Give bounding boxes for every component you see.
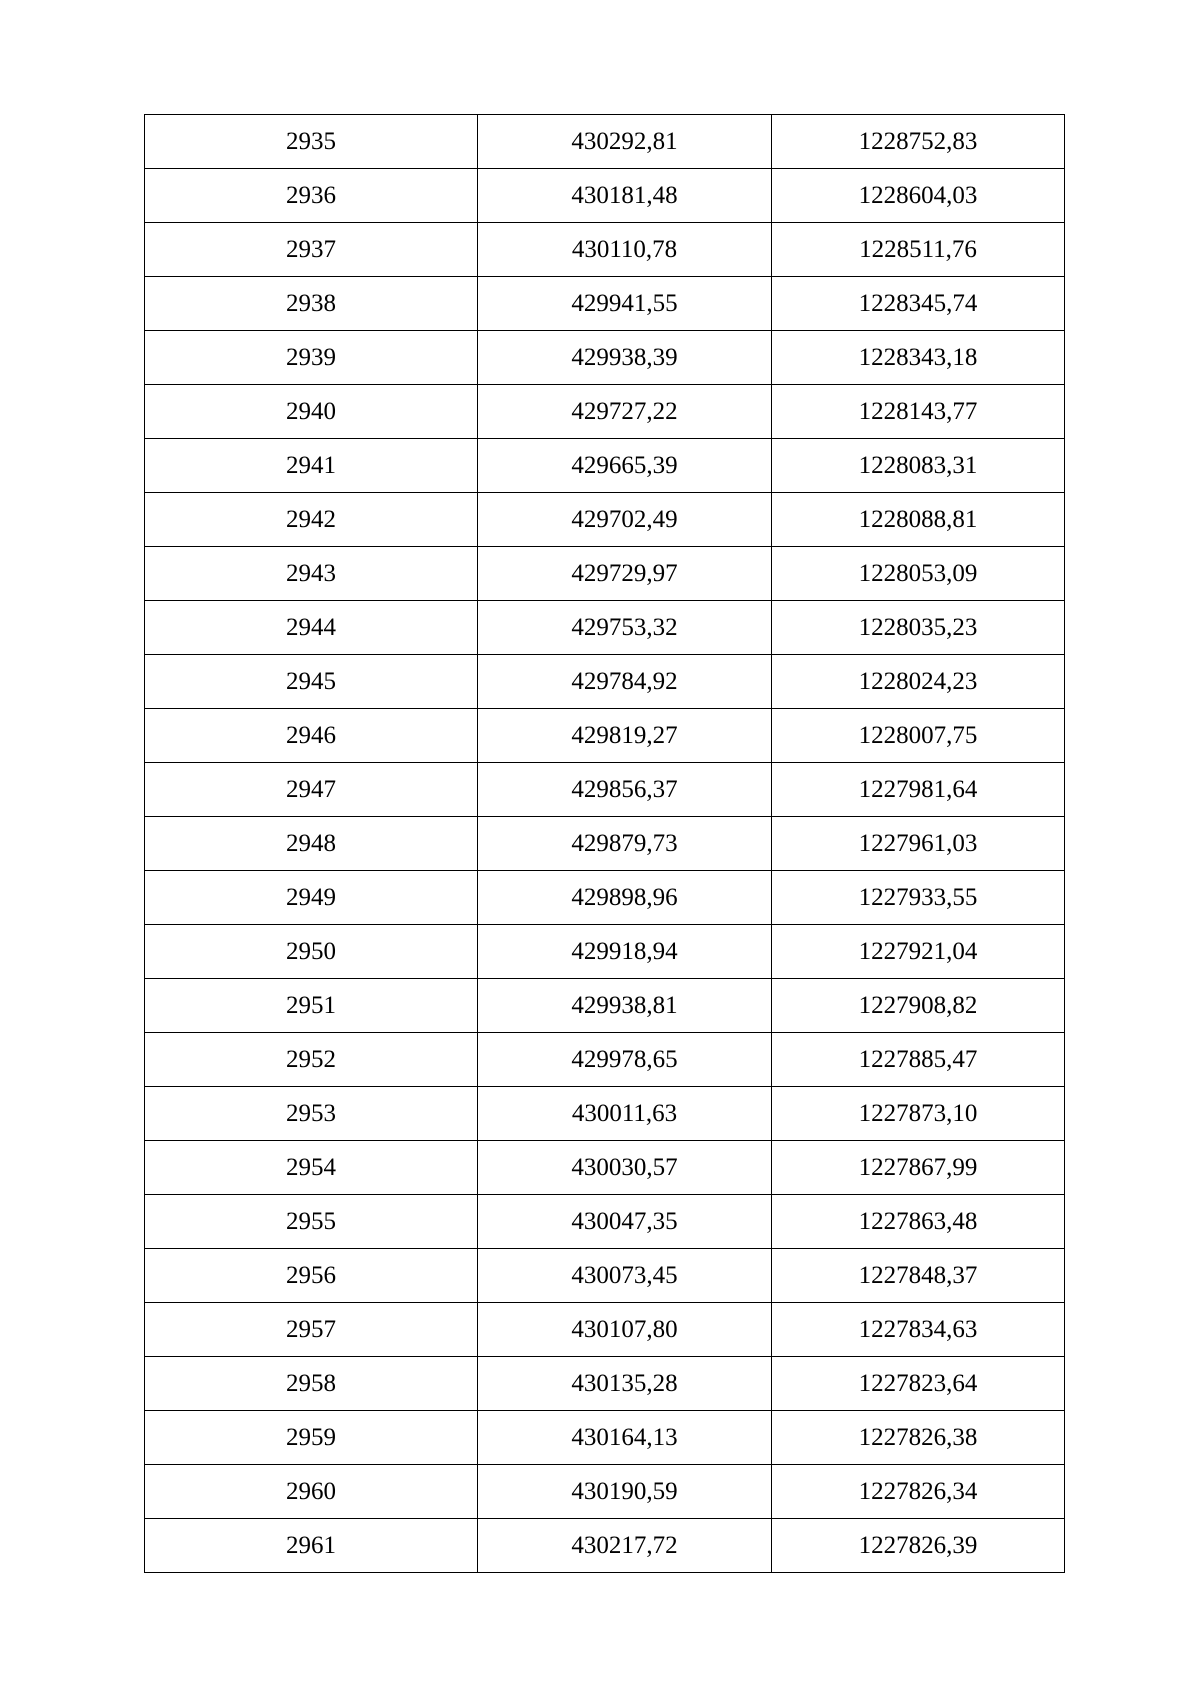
y-coordinate-cell: 1227867,99	[772, 1141, 1065, 1195]
point-number-cell: 2952	[145, 1033, 478, 1087]
x-coordinate-cell: 430217,72	[478, 1519, 772, 1573]
x-coordinate-cell: 430107,80	[478, 1303, 772, 1357]
y-coordinate-cell: 1227921,04	[772, 925, 1065, 979]
point-number-cell: 2943	[145, 547, 478, 601]
point-number-cell: 2938	[145, 277, 478, 331]
x-coordinate-cell: 429938,81	[478, 979, 772, 1033]
table-row	[145, 385, 1065, 439]
table-row	[145, 1519, 1065, 1573]
table-row	[145, 1195, 1065, 1249]
table-row	[145, 1357, 1065, 1411]
y-coordinate-cell: 1227863,48	[772, 1195, 1065, 1249]
table-row	[145, 709, 1065, 763]
table-row	[145, 169, 1065, 223]
x-coordinate-cell: 429941,55	[478, 277, 772, 331]
table-row	[145, 655, 1065, 709]
point-number-cell: 2948	[145, 817, 478, 871]
x-coordinate-cell: 429727,22	[478, 385, 772, 439]
x-coordinate-cell: 430181,48	[478, 169, 772, 223]
x-coordinate-cell: 429898,96	[478, 871, 772, 925]
point-number-cell: 2959	[145, 1411, 478, 1465]
point-number-cell: 2937	[145, 223, 478, 277]
point-number-cell: 2961	[145, 1519, 478, 1573]
y-coordinate-cell: 1227885,47	[772, 1033, 1065, 1087]
table-row	[145, 331, 1065, 385]
point-number-cell: 2949	[145, 871, 478, 925]
table-row	[145, 763, 1065, 817]
table-row	[145, 1465, 1065, 1519]
point-number-cell: 2951	[145, 979, 478, 1033]
table-row	[145, 1249, 1065, 1303]
point-number-cell: 2950	[145, 925, 478, 979]
point-number-cell: 2958	[145, 1357, 478, 1411]
x-coordinate-cell: 430011,63	[478, 1087, 772, 1141]
coordinates-table-body	[145, 115, 1065, 1573]
y-coordinate-cell: 1228752,83	[772, 115, 1065, 169]
point-number-cell: 2957	[145, 1303, 478, 1357]
table-row	[145, 1087, 1065, 1141]
point-number-cell: 2942	[145, 493, 478, 547]
x-coordinate-cell: 430030,57	[478, 1141, 772, 1195]
y-coordinate-cell: 1227826,39	[772, 1519, 1065, 1573]
table-row	[145, 439, 1065, 493]
coordinates-table	[144, 114, 1065, 1573]
point-number-cell: 2960	[145, 1465, 478, 1519]
point-number-cell: 2945	[145, 655, 478, 709]
table-row	[145, 115, 1065, 169]
x-coordinate-cell: 429702,49	[478, 493, 772, 547]
point-number-cell: 2956	[145, 1249, 478, 1303]
point-number-cell: 2935	[145, 115, 478, 169]
y-coordinate-cell: 1228053,09	[772, 547, 1065, 601]
y-coordinate-cell: 1228345,74	[772, 277, 1065, 331]
table-row	[145, 979, 1065, 1033]
y-coordinate-cell: 1227908,82	[772, 979, 1065, 1033]
table-row	[145, 1411, 1065, 1465]
table-row	[145, 1141, 1065, 1195]
y-coordinate-cell: 1227823,64	[772, 1357, 1065, 1411]
y-coordinate-cell: 1227834,63	[772, 1303, 1065, 1357]
y-coordinate-cell: 1227848,37	[772, 1249, 1065, 1303]
table-row	[145, 493, 1065, 547]
point-number-cell: 2939	[145, 331, 478, 385]
point-number-cell: 2954	[145, 1141, 478, 1195]
table-row	[145, 817, 1065, 871]
y-coordinate-cell: 1228035,23	[772, 601, 1065, 655]
y-coordinate-cell: 1228604,03	[772, 169, 1065, 223]
point-number-cell: 2936	[145, 169, 478, 223]
x-coordinate-cell: 429784,92	[478, 655, 772, 709]
x-coordinate-cell: 429938,39	[478, 331, 772, 385]
point-number-cell: 2940	[145, 385, 478, 439]
x-coordinate-cell: 430047,35	[478, 1195, 772, 1249]
table-row	[145, 1303, 1065, 1357]
y-coordinate-cell: 1227961,03	[772, 817, 1065, 871]
table-row	[145, 925, 1065, 979]
x-coordinate-cell: 429819,27	[478, 709, 772, 763]
x-coordinate-cell: 429856,37	[478, 763, 772, 817]
table-row	[145, 1033, 1065, 1087]
point-number-cell: 2953	[145, 1087, 478, 1141]
table-row	[145, 223, 1065, 277]
point-number-cell: 2946	[145, 709, 478, 763]
point-number-cell: 2944	[145, 601, 478, 655]
x-coordinate-cell: 430292,81	[478, 115, 772, 169]
y-coordinate-cell: 1228143,77	[772, 385, 1065, 439]
x-coordinate-cell: 430110,78	[478, 223, 772, 277]
table-row	[145, 277, 1065, 331]
x-coordinate-cell: 429879,73	[478, 817, 772, 871]
table-row	[145, 601, 1065, 655]
x-coordinate-cell: 430164,13	[478, 1411, 772, 1465]
x-coordinate-cell: 430135,28	[478, 1357, 772, 1411]
y-coordinate-cell: 1227981,64	[772, 763, 1065, 817]
y-coordinate-cell: 1228088,81	[772, 493, 1065, 547]
x-coordinate-cell: 429729,97	[478, 547, 772, 601]
x-coordinate-cell: 429978,65	[478, 1033, 772, 1087]
y-coordinate-cell: 1228343,18	[772, 331, 1065, 385]
y-coordinate-cell: 1227826,34	[772, 1465, 1065, 1519]
point-number-cell: 2941	[145, 439, 478, 493]
y-coordinate-cell: 1228024,23	[772, 655, 1065, 709]
x-coordinate-cell: 429665,39	[478, 439, 772, 493]
y-coordinate-cell: 1227826,38	[772, 1411, 1065, 1465]
x-coordinate-cell: 429918,94	[478, 925, 772, 979]
x-coordinate-cell: 430073,45	[478, 1249, 772, 1303]
table-row	[145, 547, 1065, 601]
point-number-cell: 2955	[145, 1195, 478, 1249]
y-coordinate-cell: 1228007,75	[772, 709, 1065, 763]
y-coordinate-cell: 1228511,76	[772, 223, 1065, 277]
y-coordinate-cell: 1227873,10	[772, 1087, 1065, 1141]
point-number-cell: 2947	[145, 763, 478, 817]
y-coordinate-cell: 1228083,31	[772, 439, 1065, 493]
table-row	[145, 871, 1065, 925]
x-coordinate-cell: 429753,32	[478, 601, 772, 655]
y-coordinate-cell: 1227933,55	[772, 871, 1065, 925]
x-coordinate-cell: 430190,59	[478, 1465, 772, 1519]
